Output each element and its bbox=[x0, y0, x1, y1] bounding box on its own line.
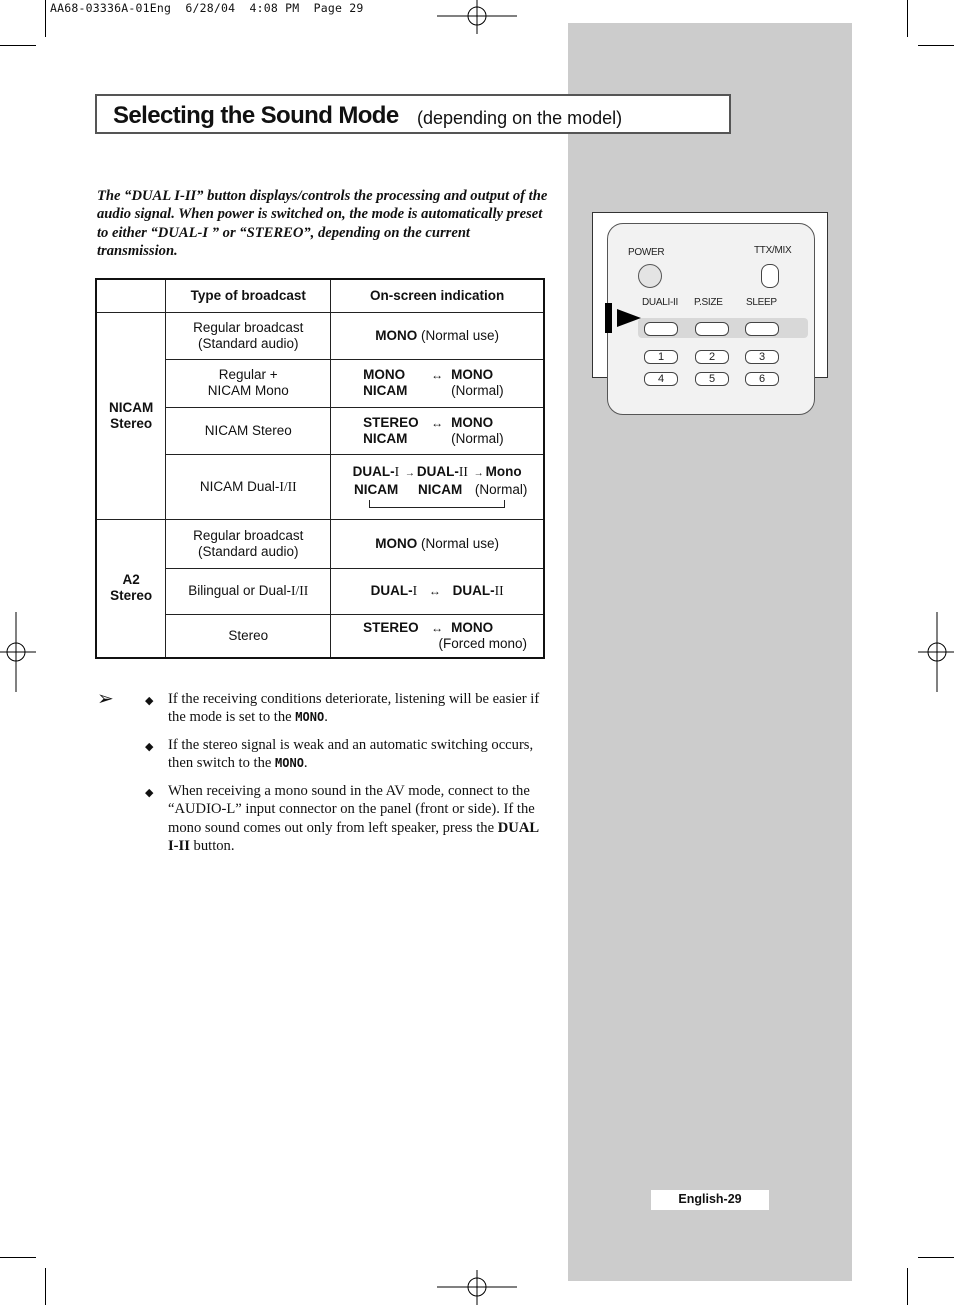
osd-note: (Normal) bbox=[474, 481, 528, 497]
osd-mode: I bbox=[394, 463, 400, 479]
type-text: Bilingual or Dual- bbox=[188, 583, 292, 598]
number-button-3: 3 bbox=[745, 350, 779, 364]
osd-mode: DUAL- bbox=[416, 463, 459, 479]
power-button-icon bbox=[638, 264, 662, 288]
sleep-button-icon bbox=[745, 322, 779, 336]
header-type-of-broadcast: Type of broadcast bbox=[166, 279, 331, 312]
table-row bbox=[96, 519, 544, 568]
type-text: (Standard audio) bbox=[197, 543, 299, 559]
osd-cell bbox=[331, 407, 544, 454]
osd-cell bbox=[331, 519, 544, 568]
osd-mode: MONO bbox=[375, 535, 418, 551]
print-slug: AA68-03336A-01Eng 6/28/04 4:08 PM Page 29 bbox=[50, 1, 364, 15]
osd-note: (Normal use) bbox=[420, 535, 499, 551]
power-label: POWER bbox=[628, 247, 665, 258]
group-a2-stereo bbox=[96, 519, 166, 658]
broadcast-table bbox=[95, 278, 545, 659]
intro-paragraph: The “DUAL I-II” button displays/controls the processing and output of the audio signal. When power is switched on, the mode is automatically preset to either “DUAL-I ” or “STEREO”, depending on the current transmission. bbox=[97, 188, 548, 260]
type-cell bbox=[166, 312, 331, 359]
note-item: When receiving a mono sound in the AV mode, connect to the “AUDIO-L” input connector on the panel (front or side). If the mono sound comes out only from left speaker, press the DUAL I-II button. bbox=[168, 783, 539, 855]
registration-mark-right bbox=[918, 612, 954, 692]
number-button-5: 5 bbox=[695, 372, 729, 386]
osd-mode: DUAL- bbox=[352, 463, 395, 479]
registration-mark-top bbox=[437, 0, 517, 34]
crop-mark bbox=[907, 1268, 908, 1305]
two-way-arrow-icon: ↔ bbox=[431, 415, 444, 430]
osd-mode: Mono bbox=[485, 463, 522, 479]
page-number: English-29 bbox=[651, 1190, 769, 1210]
type-text: NICAM Mono bbox=[207, 383, 289, 398]
osd-mode: STEREO bbox=[363, 414, 419, 430]
type-text: Regular + bbox=[218, 367, 278, 382]
right-arrow-icon: → bbox=[404, 467, 415, 479]
dual-label: DUALI-II bbox=[642, 297, 678, 308]
osd-mode: II bbox=[458, 463, 468, 479]
type-text: I/II bbox=[279, 478, 297, 494]
table-row bbox=[96, 312, 544, 359]
note-item: If the receiving conditions deteriorate, listening will be easier if the mode is set to the MONO. bbox=[168, 691, 540, 726]
remote-control-illustration bbox=[592, 212, 828, 385]
osd-mode: DUAL- bbox=[370, 583, 413, 598]
notes-section bbox=[97, 690, 557, 870]
dual-button-icon bbox=[644, 322, 678, 336]
osd-mode: II bbox=[494, 583, 504, 598]
type-cell bbox=[166, 568, 331, 614]
ttx-mix-label: TTX/MIX bbox=[754, 245, 792, 256]
number-button-4: 4 bbox=[644, 372, 678, 386]
header-on-screen-indication: On-screen indication bbox=[331, 279, 544, 312]
osd-cell bbox=[331, 568, 544, 614]
osd-cell bbox=[331, 454, 544, 519]
note-item: If the stereo signal is weak and an automatic switching occurs, then switch to the MONO. bbox=[168, 737, 534, 772]
osd-note: (Normal) bbox=[451, 383, 504, 398]
diamond-bullet-icon: ◆ bbox=[145, 741, 154, 753]
type-text: (Standard audio) bbox=[197, 335, 299, 351]
type-cell bbox=[166, 519, 331, 568]
registration-mark-bottom bbox=[437, 1270, 517, 1305]
diamond-bullet-icon: ◆ bbox=[145, 695, 154, 707]
pointer-arrow-icon bbox=[603, 301, 643, 335]
two-way-arrow-icon: ↔ bbox=[431, 368, 444, 382]
two-way-arrow-icon: ↔ bbox=[431, 620, 444, 635]
type-text: NICAM Dual- bbox=[199, 478, 280, 494]
right-arrow-icon: → bbox=[473, 467, 484, 479]
osd-mode: MONO bbox=[451, 367, 494, 382]
page-title-box bbox=[95, 94, 731, 134]
osd-mode: I bbox=[412, 583, 418, 598]
type-cell: NICAM Stereo bbox=[166, 407, 331, 454]
crop-mark bbox=[0, 45, 36, 46]
osd-mode: NICAM bbox=[353, 481, 399, 497]
osd-mode: MONO bbox=[363, 367, 406, 382]
number-button-1: 1 bbox=[644, 350, 678, 364]
crop-mark bbox=[918, 1257, 954, 1258]
osd-mode: DUAL- bbox=[452, 583, 495, 598]
osd-mode: NICAM bbox=[417, 481, 463, 497]
crop-mark bbox=[0, 1257, 36, 1258]
two-way-arrow-icon: ↔ bbox=[428, 584, 441, 598]
osd-mode: MONO bbox=[375, 327, 418, 343]
osd-note: (Forced mono) bbox=[438, 635, 527, 651]
number-button-2: 2 bbox=[695, 350, 729, 364]
table-corner-cell bbox=[96, 279, 166, 312]
group-nicam-stereo bbox=[96, 312, 166, 519]
osd-mode: MONO bbox=[451, 414, 494, 430]
sleep-label: SLEEP bbox=[746, 297, 777, 308]
group-label: A2 bbox=[122, 572, 140, 588]
type-text: Regular broadcast bbox=[193, 527, 304, 543]
table-header-row bbox=[96, 279, 544, 312]
type-cell bbox=[166, 454, 331, 519]
note-pointer-icon: ➢ bbox=[97, 688, 114, 710]
page-subtitle: (depending on the model) bbox=[417, 108, 623, 128]
crop-mark bbox=[918, 45, 954, 46]
type-text: Regular broadcast bbox=[193, 319, 304, 335]
osd-mode: MONO bbox=[451, 619, 494, 635]
crop-mark bbox=[907, 0, 908, 37]
diamond-bullet-icon: ◆ bbox=[145, 787, 154, 799]
group-label: Stereo bbox=[110, 415, 153, 431]
group-label: NICAM bbox=[109, 399, 154, 415]
type-cell: Stereo bbox=[166, 614, 331, 658]
number-button-6: 6 bbox=[745, 372, 779, 386]
osd-mode: NICAM bbox=[363, 430, 408, 446]
osd-mode: NICAM bbox=[363, 383, 408, 398]
psize-button-icon bbox=[695, 322, 729, 336]
cycle-arrow-icon bbox=[368, 498, 506, 510]
ttx-button-icon bbox=[761, 264, 779, 288]
type-text: I/II bbox=[291, 583, 309, 598]
type-cell bbox=[166, 359, 331, 407]
osd-cell bbox=[331, 312, 544, 359]
osd-cell bbox=[331, 614, 544, 658]
group-label: Stereo bbox=[110, 588, 153, 604]
osd-note: (Normal) bbox=[451, 430, 504, 446]
osd-cell bbox=[331, 359, 544, 407]
crop-mark bbox=[45, 1268, 46, 1305]
osd-mode: STEREO bbox=[363, 619, 419, 635]
crop-mark bbox=[45, 0, 46, 37]
page-title: Selecting the Sound Mode bbox=[113, 102, 399, 129]
registration-mark-left bbox=[0, 612, 36, 692]
osd-note: (Normal use) bbox=[420, 327, 499, 343]
psize-label: P.SIZE bbox=[694, 297, 723, 308]
